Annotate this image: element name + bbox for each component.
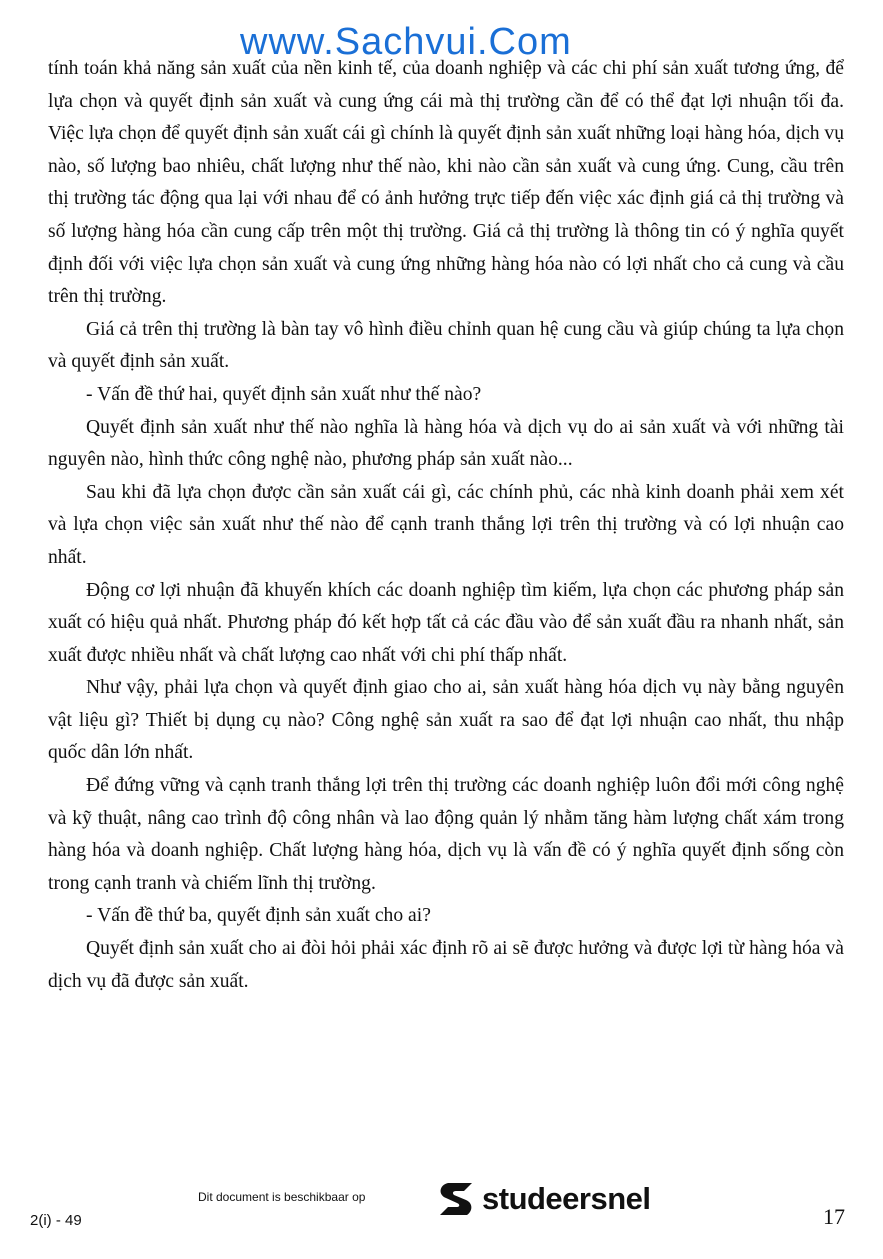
paragraph: Sau khi đã lựa chọn được cần sản xuất cái gì, các chính phủ, các nhà kinh doanh phải xem xét và lựa chọn việc sản xuất như thế nào để cạnh tranh thắng lợi trên thị trường và có lợi nhuận cao nhất. (48, 481, 844, 568)
paragraph: Giá cả trên thị trường là bàn tay vô hình điều chỉnh quan hệ cung cầu và giúp chúng ta lựa chọn và quyết định sản xuất. (48, 318, 844, 373)
studeersnel-icon (436, 1179, 476, 1219)
brand-name: studeersnel (482, 1181, 651, 1216)
page-number: 17 (823, 1204, 845, 1229)
studeersnel-logo[interactable] (436, 1177, 651, 1221)
watermark: www.Sachvui.Com (240, 22, 572, 58)
footer-reference: 2(i) - 49 (30, 1212, 82, 1229)
footer-note: Dit document is beschikbaar op (198, 1190, 366, 1204)
paragraph: Để đứng vững và cạnh tranh thắng lợi trên thị trường các doanh nghiệp luôn đổi mới công nghệ và kỹ thuật, nâng cao trình độ công nhân và lao động quản lý nhằm tăng hàm lượng chất xám trong hàng hóa và doanh nghiệp. Chất lượng hàng hóa, dịch vụ là vấn đề có ý nghĩa quyết định sống còn trong cạnh tranh và chiếm lĩnh thị trường. (48, 775, 844, 894)
paragraph: - Vấn đề thứ hai, quyết định sản xuất như thế nào? (86, 383, 482, 405)
paragraph: - Vấn đề thứ ba, quyết định sản xuất cho ai? (86, 905, 431, 927)
paragraph: Quyết định sản xuất như thế nào nghĩa là hàng hóa và dịch vụ do ai sản xuất và với những tài nguyên nào, hình thức công nghệ nào, phương pháp sản xuất nào... (48, 416, 844, 471)
paragraph: tính toán khả năng sản xuất của nền kinh tế, của doanh nghiệp và các chi phí sản xuất tương ứng, để lựa chọn và quyết định sản xuất và cung ứng cái mà thị trường cần để có thể đạt lợi nhuận tối đa. Việc lựa chọn để quyết định sản xuất cái gì chính là quyết định sản xuất những loại hàng hóa, dịch vụ nào, số lượng bao nhiêu, chất lượng như thế nào, khi nào cần sản xuất và cung ứng. Cung, cầu trên thị trường tác động qua lại với nhau để có ảnh hưởng trực tiếp đến việc xác định giá cả thị trường và số lượng hàng hóa cần cung cấp trên một thị trường. Giá cả thị trường là thông tin có ý nghĩa quyết định đối với việc lựa chọn sản xuất và cung ứng những hàng hóa nào có lợi nhất cho cả cung và cầu trên thị trường. (48, 58, 844, 308)
paragraph: Như vậy, phải lựa chọn và quyết định giao cho ai, sản xuất hàng hóa dịch vụ này bằng nguyên vật liệu gì? Thiết bị dụng cụ nào? Công nghệ sản xuất ra sao để đạt lợi nhuận cao nhất, thu nhập quốc dân lớn nhất. (48, 677, 844, 764)
paragraph: Quyết định sản xuất cho ai đòi hỏi phải xác định rõ ai sẽ được hưởng và được lợi từ hàng hóa và dịch vụ đã được sản xuất. (48, 938, 844, 992)
paragraph: Động cơ lợi nhuận đã khuyến khích các doanh nghiệp tìm kiếm, lựa chọn các phương pháp sản xuất có hiệu quả nhất. Phương pháp đó kết hợp tất cả các đầu vào để sản xuất đầu ra nhanh nhất, sản xuất được nhiều nhất và chất lượng cao nhất với chi phí thấp nhất. (48, 579, 844, 666)
page-body (48, 53, 844, 998)
